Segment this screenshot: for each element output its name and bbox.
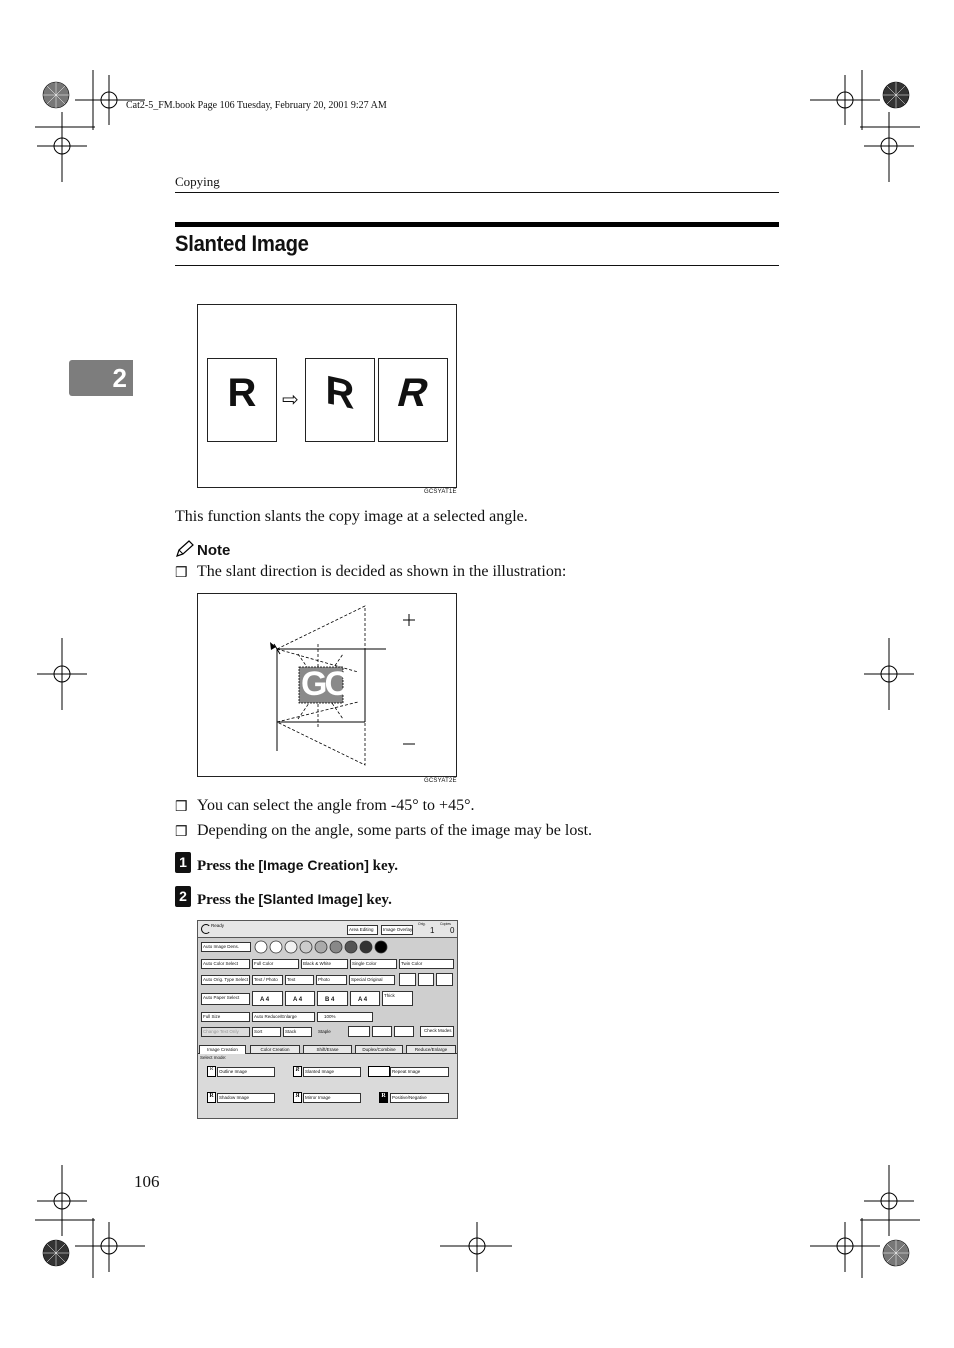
running-head: Copying <box>175 174 220 189</box>
note-item-1: The slant direction is decided as shown in the illustration: <box>197 563 567 580</box>
ratio-display: 100% <box>317 1012 373 1022</box>
change-text-button[interactable]: Change Text Only <box>201 1027 250 1037</box>
note-title: Note <box>197 542 231 559</box>
positive-negative-icon: R <box>379 1092 388 1103</box>
shadow-image-button[interactable]: Shadow Image <box>217 1093 275 1103</box>
thick-paper-tray[interactable] <box>382 991 413 1006</box>
outline-image-icon: R <box>207 1066 216 1077</box>
page-number: 106 <box>134 1172 160 1191</box>
status-ready: Ready <box>211 923 225 928</box>
paper-size-2: A 4 <box>293 997 303 1003</box>
tab-image-creation[interactable]: Image Creation <box>199 1045 246 1055</box>
outline-image-button[interactable]: Outline Image <box>217 1067 275 1077</box>
step-2-post: key. <box>362 892 392 908</box>
checkbox-icon: ❒ <box>175 800 188 815</box>
copies-value: 0 <box>450 926 455 935</box>
step-2-key: [Slanted Image] <box>258 891 363 907</box>
step-1-post: key. <box>368 858 399 874</box>
black-white-button[interactable]: Black & White <box>301 959 348 969</box>
figure1-code: GCSYAT1E <box>424 489 457 495</box>
single-color-button[interactable]: Single Color <box>350 959 397 969</box>
slanted-image-icon: R <box>293 1066 302 1077</box>
mode-area <box>198 1054 457 1118</box>
title-underline <box>175 265 779 266</box>
tab-reduce-enlarge[interactable]: Reduce/Enlarge <box>406 1045 456 1054</box>
letter-slanted-right: R <box>392 371 434 415</box>
checkbox-icon: ❒ <box>175 566 188 581</box>
figure-slant-example <box>197 304 457 488</box>
mirror-image-button[interactable]: Mirror Image <box>303 1093 361 1103</box>
section-title: Slanted Image <box>175 231 309 256</box>
step-2-number: 2 <box>175 886 191 907</box>
paper-size-3: B 4 <box>325 997 335 1003</box>
staple-label: Staple <box>318 1029 331 1034</box>
ready-icon <box>201 924 211 934</box>
tab-duplex-combine[interactable]: Duplex/Combine <box>355 1045 403 1054</box>
orientation-button-3[interactable] <box>436 973 453 986</box>
full-color-button[interactable]: Full Color <box>252 959 299 969</box>
paper-tray-4[interactable] <box>350 991 380 1006</box>
step-1-pre: Press the <box>197 858 259 874</box>
step-1-text <box>197 857 398 875</box>
staple-option-1[interactable] <box>348 1026 370 1037</box>
paper-size-1: A 4 <box>260 997 270 1003</box>
special-original-button[interactable]: Special Original <box>349 975 395 985</box>
header-rule <box>175 192 779 193</box>
mirror-image-icon: R <box>293 1092 302 1103</box>
staple-option-2[interactable] <box>372 1026 392 1037</box>
tab-shift-erase[interactable]: Shift/Erase <box>303 1045 352 1054</box>
orig-value: 1 <box>430 926 435 935</box>
slanted-image-button[interactable]: Slanted Image <box>303 1067 361 1077</box>
area-editing-button[interactable]: Area Editing <box>347 925 378 935</box>
copier-panel <box>197 920 458 1119</box>
sort-button[interactable]: Sort <box>252 1027 281 1037</box>
text-photo-button[interactable]: Text / Photo <box>252 975 283 985</box>
tab-color-creation[interactable]: Color Creation <box>250 1045 300 1054</box>
step-2-pre: Press the <box>197 892 259 908</box>
auto-color-select-button[interactable]: Auto Color Select <box>201 959 250 969</box>
full-size-button[interactable]: Full Size <box>201 1012 250 1022</box>
shadow-image-icon: R <box>207 1092 216 1103</box>
density-scale[interactable] <box>254 940 404 954</box>
auto-image-density-button[interactable]: Auto Image Dens. <box>201 942 251 952</box>
orig-label: Orig. <box>418 922 426 926</box>
copies-label: Copies <box>440 922 451 926</box>
paper-tray-2[interactable] <box>285 991 315 1006</box>
figure-slant-direction <box>197 593 457 777</box>
twin-color-button[interactable]: Twin Color <box>399 959 454 969</box>
note-item-2: You can select the angle from -45° to +45°. <box>197 797 475 814</box>
stack-button[interactable]: Stack <box>283 1027 312 1037</box>
staple-option-3[interactable] <box>394 1026 414 1037</box>
intro-text: This function slants the copy image at a selected angle. <box>175 508 528 525</box>
auto-reduce-enlarge-button[interactable]: Auto Reduce/Enlarge <box>252 1012 315 1022</box>
orientation-button-1[interactable] <box>399 973 416 986</box>
chapter-tab: 2 <box>69 360 133 396</box>
letter-original: R <box>227 371 257 415</box>
pencil-icon <box>175 540 195 563</box>
check-modes-button[interactable]: Check Modes <box>420 1026 454 1037</box>
text-button[interactable]: Text <box>285 975 314 985</box>
repeat-image-icon <box>368 1066 390 1077</box>
select-mode-label: Select mode: <box>200 1055 227 1060</box>
note-item-3: Depending on the angle, some parts of the image may be lost. <box>197 822 593 839</box>
paper-tray-3[interactable] <box>317 991 348 1006</box>
sample-letters: GC <box>301 665 346 703</box>
step-2-text <box>197 891 392 909</box>
paper-size-4: A 4 <box>358 997 368 1003</box>
arrow-icon: ⇨ <box>282 389 299 411</box>
auto-paper-select-button[interactable]: Auto Paper Select <box>201 993 250 1005</box>
file-info: Cat2-5_FM.book Page 106 Tuesday, February 20, 2001 9:27 AM <box>126 100 387 111</box>
paper-tray-1[interactable] <box>252 991 283 1006</box>
step-1-number: 1 <box>175 852 191 873</box>
positive-negative-button[interactable]: Positive/Negative <box>390 1093 449 1103</box>
step-1-key: [Image Creation] <box>258 857 369 873</box>
auto-orig-type-button[interactable]: Auto Orig. Type Select <box>201 975 250 985</box>
photo-button[interactable]: Photo <box>316 975 347 985</box>
thick-label: Thick <box>384 993 395 998</box>
checkbox-icon: ❒ <box>175 825 188 840</box>
repeat-image-button[interactable]: Repeat Image <box>390 1067 449 1077</box>
orientation-button-2[interactable] <box>418 973 434 986</box>
letter-slanted-left: R <box>325 367 355 419</box>
title-rule <box>175 222 779 227</box>
figure2-code: GCSYAT2E <box>424 778 457 784</box>
image-overlay-button[interactable]: Image Overlay <box>381 925 413 935</box>
